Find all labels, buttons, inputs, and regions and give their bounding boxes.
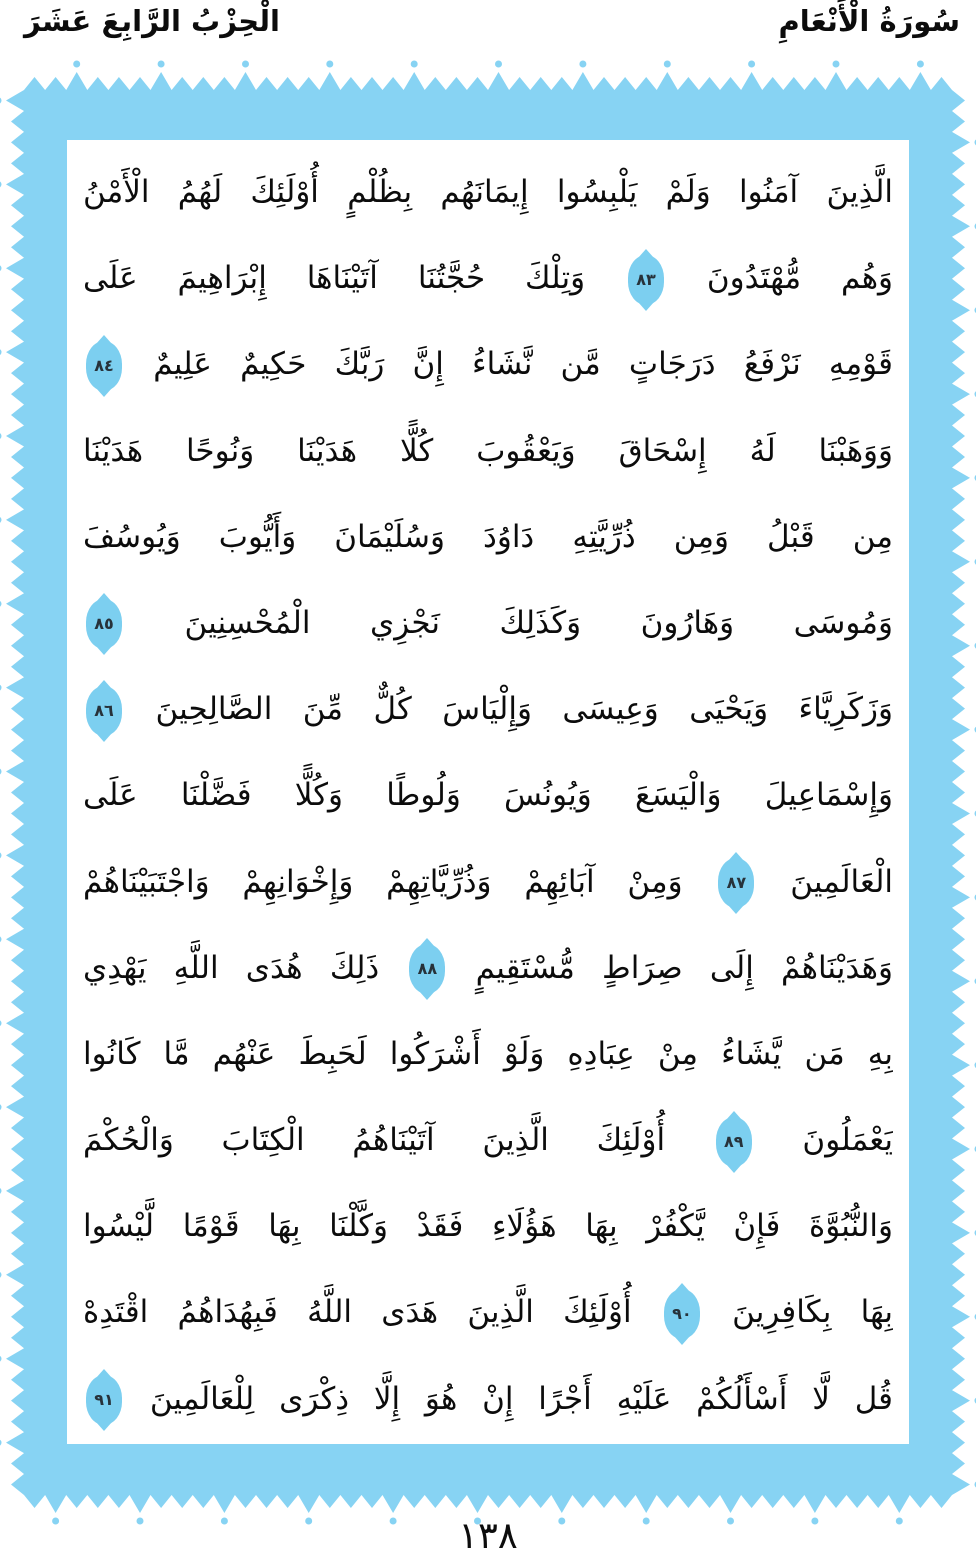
ayah-text: وَزَكَرِيَّاءَ وَيَحْيَى وَعِيسَى وَإِلْيَاسَ كُلٌّ مِّنَ الصَّالِحِينَ: [155, 691, 893, 728]
ayah-number: ٨٩: [723, 1131, 744, 1151]
quran-line: [83, 1097, 893, 1183]
quran-line: [83, 149, 893, 235]
ayah-text: الْعَالَمِينَ: [790, 863, 893, 900]
ayah-end-marker: [628, 255, 664, 305]
ayah-text: بِهِ مَن يَّشَاءُ مِنْ عِبَادِهِ وَلَوْ أَشْرَكُوا لَحَبِطَ عَنْهُم مَّا كَانُوا: [83, 1035, 893, 1072]
ayah-text: يَعْمَلُونَ: [802, 1122, 893, 1159]
ayah-text: أُوْلَئِكَ الَّذِينَ هَدَى اللَّهُ فَبِهُدَاهُمُ اقْتَدِهْ: [83, 1294, 632, 1331]
quran-line: [83, 580, 893, 666]
ayah-text: وَمِنْ آبَائِهِمْ وَذُرِّيَّاتِهِمْ وَإِخْوَانِهِمْ وَاجْتَبَيْنَاهُمْ: [83, 863, 683, 900]
quran-line: [83, 1011, 893, 1097]
ayah-text: بِهَا بِكَافِرِينَ: [732, 1294, 893, 1331]
quran-line: [83, 1356, 893, 1442]
ayah-text: وَهُم مُّهْتَدُونَ: [706, 260, 893, 297]
ayah-end-marker: [86, 1375, 122, 1425]
hizb-label: الْحِزْبُ الرَّابِعَ عَشَرَ: [24, 4, 280, 38]
quran-line: [83, 494, 893, 580]
ayah-end-marker: [409, 944, 445, 994]
quran-line: [83, 666, 893, 752]
ayah-number: ٨٤: [94, 355, 114, 375]
ayah-end-marker: [86, 341, 122, 391]
ayah-text: وَالنُّبُوَّةَ فَإِنْ يَّكْفُرْ بِهَا هَؤُلَاءِ فَقَدْ وَكَّلْنَا بِهَا قَوْمًا لَّيْسُوا: [83, 1208, 893, 1245]
ayah-text: مِن قَبْلُ وَمِن ذُرِّيَّتِهِ دَاوُدَ وَسُلَيْمَانَ وَأَيُّوبَ وَيُوسُفَ: [83, 518, 893, 555]
ayah-number: ٩٠: [672, 1303, 692, 1323]
quran-line: [83, 1183, 893, 1269]
ayah-text: الَّذِينَ آمَنُوا وَلَمْ يَلْبِسُوا إِيمَانَهُم بِظُلْمٍ أُوْلَئِكَ لَهُمُ الْأَمْنُ: [83, 174, 893, 210]
quran-line: [83, 752, 893, 838]
quran-line: [83, 925, 893, 1011]
ayah-end-marker: [664, 1289, 700, 1339]
ayah-number: ٩١: [94, 1390, 114, 1410]
ayah-end-marker: [86, 599, 122, 649]
quran-line: [83, 839, 893, 925]
ayah-text: وَتِلْكَ حُجَّتُنَا آتَيْنَاهَا إِبْرَاهِيمَ عَلَى: [83, 260, 586, 297]
quran-line: [83, 321, 893, 407]
ayah-number: ٨٣: [636, 269, 656, 289]
ayah-number: ٨٦: [94, 700, 114, 720]
ayah-number: ٨٥: [94, 614, 114, 634]
ayah-text: قَوْمِهِ نَرْفَعُ دَرَجَاتٍ مَّن نَّشَاءُ إِنَّ رَبَّكَ حَكِيمٌ عَلِيمٌ: [153, 346, 893, 383]
ayah-text: وَوَهَبْنَا لَهُ إِسْحَاقَ وَيَعْقُوبَ كُلًّا هَدَيْنَا وَنُوحًا هَدَيْنَا: [83, 432, 893, 469]
ayah-text: أُوْلَئِكَ الَّذِينَ آتَيْنَاهُمُ الْكِتَابَ وَالْحُكْمَ: [83, 1122, 666, 1159]
surah-title: سُورَةُ الْأَنْعَامِ: [778, 4, 960, 38]
ayah-text: وَإِسْمَاعِيلَ وَالْيَسَعَ وَيُونُسَ وَلُوطًا وَكُلًّا فَضَّلْنَا عَلَى: [83, 777, 893, 814]
ayah-text: وَهَدَيْنَاهُمْ إِلَى صِرَاطٍ مُّسْتَقِيمٍ: [475, 949, 893, 986]
quran-line: [83, 408, 893, 494]
ayah-end-marker: [86, 686, 122, 736]
ayah-text: ذَلِكَ هُدَى اللَّهِ يَهْدِي: [83, 949, 380, 986]
ayah-end-marker: [718, 858, 754, 908]
ayah-number: ٨٧: [726, 873, 747, 892]
quran-line: [83, 1269, 893, 1355]
page-number: ١٣٨: [458, 1514, 518, 1557]
ayah-text: قُل لَّا أَسْأَلُكُمْ عَلَيْهِ أَجْرًا إِنْ هُوَ إِلَّا ذِكْرَى لِلْعَالَمِينَ: [149, 1380, 893, 1417]
ayah-number: ٨٨: [417, 959, 438, 979]
ayah-text: وَمُوسَى وَهَارُونَ وَكَذَلِكَ نَجْزِي الْمُحْسِنِينَ: [184, 604, 893, 641]
ayah-end-marker: [716, 1117, 752, 1167]
quran-text-block: [67, 140, 909, 1444]
quran-line: [83, 235, 893, 321]
